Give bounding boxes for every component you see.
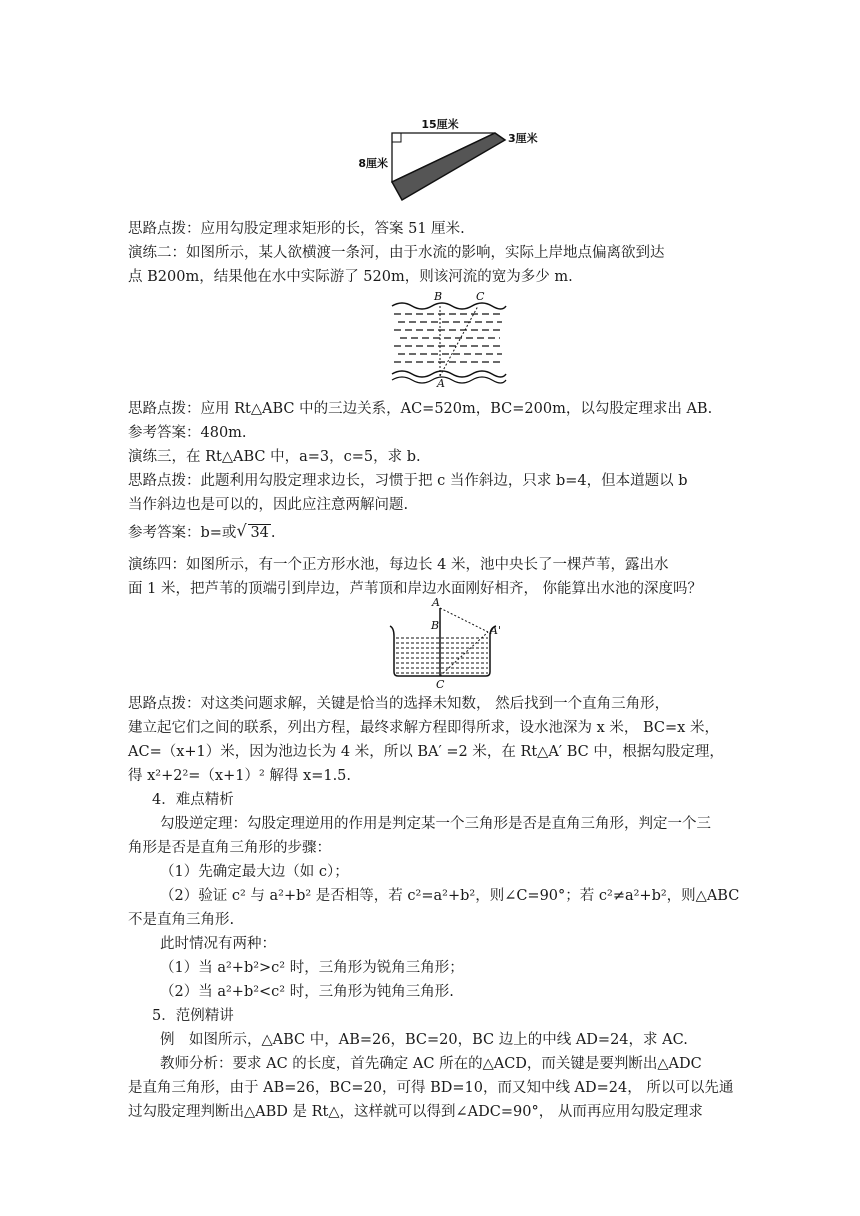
fig3-label-b: B bbox=[431, 619, 440, 632]
fig1-left-label: 8厘米 bbox=[358, 157, 388, 170]
text-line: 参考答案：480m. bbox=[128, 425, 247, 441]
text-line: 勾股逆定理：勾股定理逆用的作用是判定某一个三角形是否是直角三角形，判定一个三 bbox=[160, 816, 711, 832]
answer-prefix: 参考答案：b=或 bbox=[128, 525, 237, 541]
text-line: 此时情况有两种： bbox=[160, 936, 276, 952]
reference-answer-line bbox=[128, 521, 733, 545]
text-line: 教师分析：要求 AC 的长度，首先确定 AC 所在的△ACD，而关键是要判断出△ADC bbox=[160, 1056, 702, 1072]
text-line: 思路点拨：此题利用勾股定理求边长，习惯于把 c 当作斜边，只求 b=4，但本道题以 b bbox=[128, 473, 688, 489]
text-line: 演练二：如图所示，某人欲横渡一条河，由于水流的影响，实际上岸地点偏离欲到达 bbox=[128, 245, 665, 261]
text-line: 面 1 米，把芦苇的顶端引到岸边，芦苇顶和岸边水面刚好相齐， 你能算出水池的深度吗？ bbox=[128, 581, 703, 597]
fig1-top-label: 15厘米 bbox=[421, 118, 459, 131]
text-line: （2）当 a²+b²<c² 时，三角形为钝角三角形. bbox=[160, 984, 454, 1000]
text-line: AC=（x+1）米，因为池边长为 4 米，所以 BA′ =2 米，在 Rt△A′ BC 中，根据勾股定理， bbox=[128, 744, 724, 760]
fig1-right-label: 3厘米 bbox=[508, 132, 538, 145]
fig3-label-a: A bbox=[432, 596, 440, 609]
text-line: 不是直角三角形. bbox=[128, 912, 235, 928]
text-line: 角形是否是直角三角形的步骤： bbox=[128, 840, 331, 856]
text-line: 当作斜边也是可以的，因此应注意两解问题. bbox=[128, 497, 409, 513]
text-line: 得 x²+2²=（x+1）² 解得 x=1.5. bbox=[128, 768, 352, 784]
sqrt-expression: √ 34 bbox=[236, 521, 269, 541]
fig2-label-c: C bbox=[476, 290, 485, 303]
section-heading: 4．难点精析 bbox=[152, 792, 234, 808]
fig2-label-b: B bbox=[434, 290, 443, 303]
figure-rectangle-strip bbox=[340, 112, 560, 212]
text-line: （1）当 a²+b²>c² 时，三角形为锐角三角形； bbox=[160, 960, 464, 976]
answer-suffix: . bbox=[270, 525, 276, 541]
text-line: 例 如图所示，△ABC 中，AB=26，BC=20，BC 边上的中线 AD=24，求 AC. bbox=[160, 1032, 688, 1048]
fig3-label-c: C bbox=[436, 678, 445, 690]
text-line: （1）先确定最大边（如 c）； bbox=[160, 864, 349, 880]
section-heading: 5．范例精讲 bbox=[152, 1008, 234, 1024]
text-line: 建立起它们之间的联系，列出方程，最终求解方程即得所求，设水池深为 x 米， BC=x 米， bbox=[128, 720, 719, 736]
text-line: 点 B200m，结果他在水中实际游了 520m，则该河流的宽为多少 m. bbox=[128, 269, 573, 285]
text-line: 思路点拨：应用勾股定理求矩形的长，答案 51 厘米. bbox=[128, 221, 465, 237]
figure-pond bbox=[384, 596, 508, 690]
fig3-label-a-prime: A' bbox=[490, 624, 501, 637]
sqrt-argument: 34 bbox=[250, 525, 269, 541]
figure-river bbox=[388, 288, 508, 388]
text-line: 思路点拨：应用 Rt△ABC 中的三边关系，AC=520m，BC=200m，以勾股定理求出 AB. bbox=[128, 401, 713, 417]
text-line: （2）验证 c² 与 a²+b² 是否相等，若 c²=a²+b²，则∠C=90°；若 c²≠a²+b²，则△ABC bbox=[160, 888, 740, 904]
text-line: 是直角三角形，由于 AB=26，BC=20，可得 BD=10，而又知中线 AD=24， 所以可以先通 bbox=[128, 1080, 734, 1096]
text-line: 过勾股定理判断出△ABD 是 Rt△，这样就可以得到∠ADC=90°， 从而再应用勾股定理求 bbox=[128, 1104, 703, 1120]
fig2-label-a: A bbox=[437, 377, 445, 388]
text-line: 演练四：如图所示，有一个正方形水池，每边长 4 米，池中央长了一棵芦苇，露出水 bbox=[128, 557, 669, 573]
text-line: 演练三，在 Rt△ABC 中，a=3，c=5，求 b. bbox=[128, 449, 421, 465]
text-line: 思路点拨：对这类问题求解，关键是恰当的选择未知数， 然后找到一个直角三角形， bbox=[128, 696, 670, 712]
